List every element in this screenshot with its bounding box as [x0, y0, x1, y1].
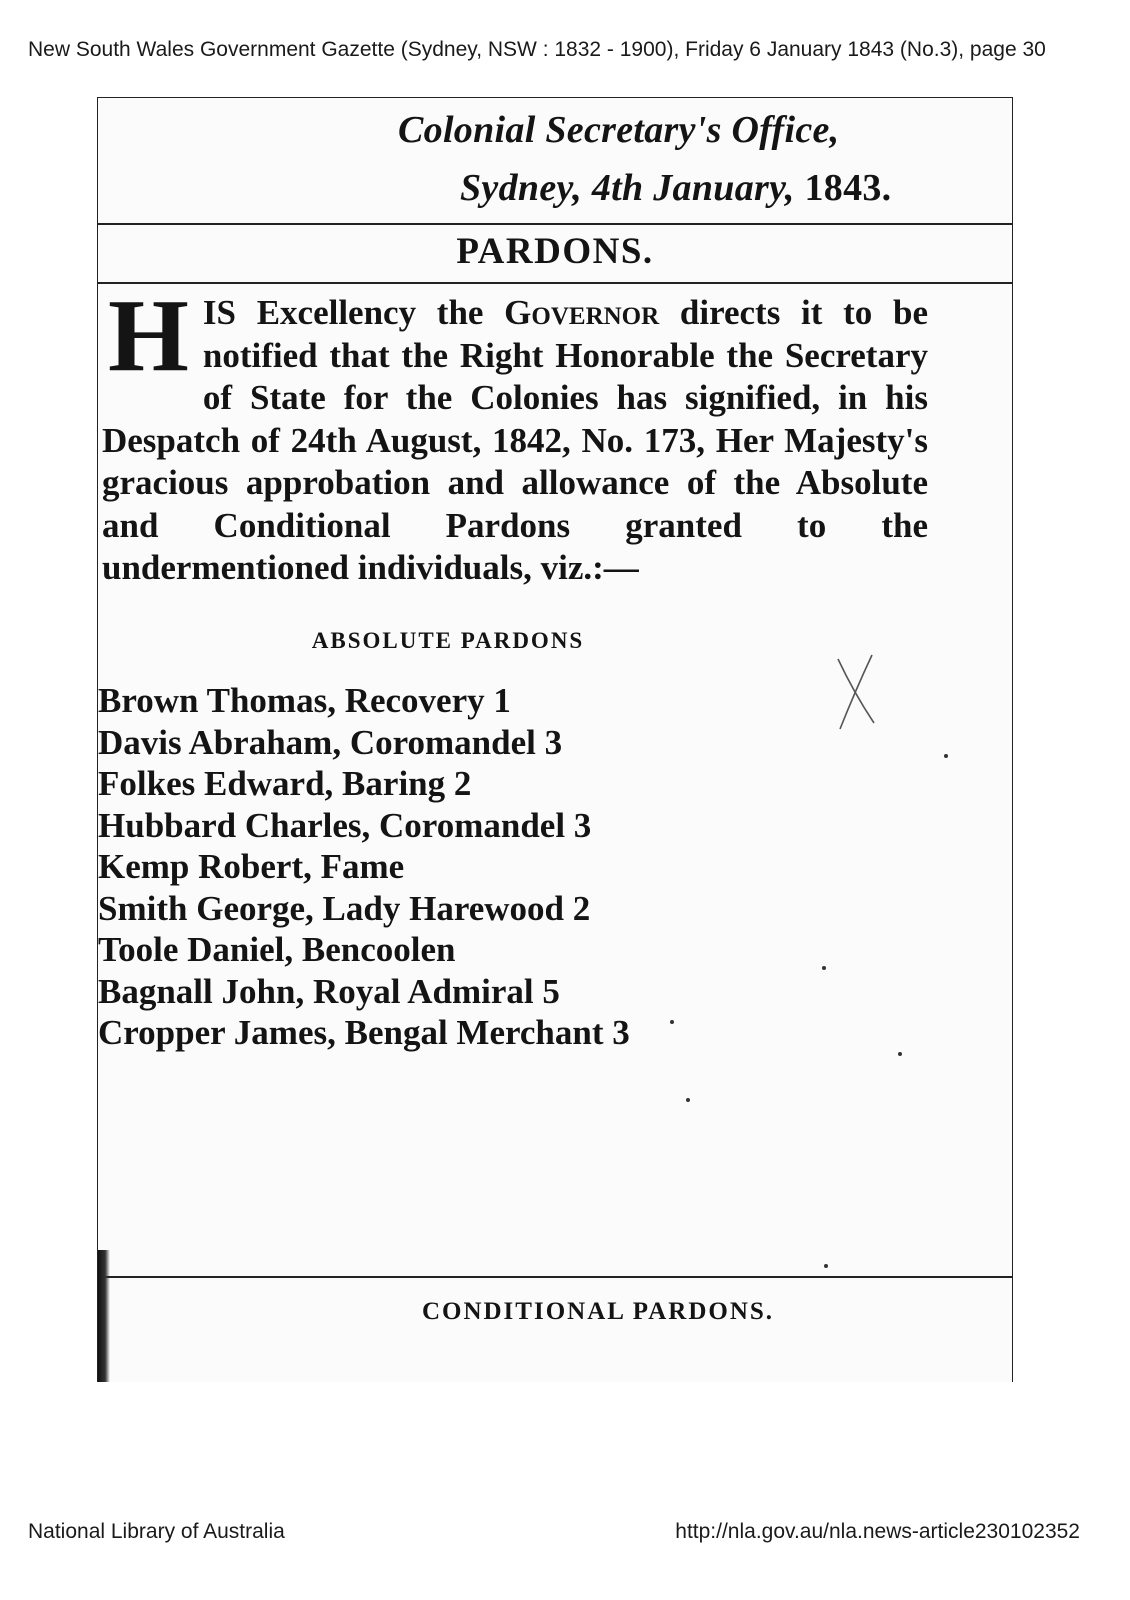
office-date — [460, 166, 891, 210]
absolute-pardons-list — [98, 680, 630, 1054]
list-item: Hubbard Charles, Coromandel 3 — [98, 805, 592, 845]
print-speck — [824, 1264, 828, 1268]
citation-header: New South Wales Government Gazette (Sydney, NSW : 1832 - 1900), Friday 6 January 1843 (No.3), page 30 — [28, 38, 1046, 61]
print-speck — [822, 966, 826, 970]
list-item: Smith George, Lady Harewood 2 — [98, 888, 591, 928]
conditional-pardons-heading: CONDITIONAL PARDONS. — [421, 1298, 775, 1325]
notice-text-rest: directs it to be notified that the Right Honorable the Secretary of State for the Colonies has signified, in his Despatch of 24th August, 1842, No. 173, Her Majesty's gracious approbation and allowance of the Absolute and Conditional Pardons granted to the undermentioned individuals, viz.:— — [102, 293, 928, 587]
list-item: Kemp Robert, Fame — [98, 847, 405, 886]
list-item: Brown Thomas, Recovery 1 — [98, 681, 511, 720]
list-item: Bagnall John, Royal Admiral 5 — [98, 971, 560, 1011]
print-speck — [898, 1052, 902, 1056]
print-speck — [686, 1098, 690, 1102]
office-title: Colonial Secretary's Office, — [398, 109, 840, 151]
footer-source: National Library of Australia — [28, 1520, 285, 1543]
office-date-text: Sydney, 4th January, — [460, 167, 795, 209]
divider-rule — [98, 282, 1012, 284]
notice-governor: Governor — [504, 293, 660, 332]
notice-text-start: IS Excellency the — [202, 293, 505, 332]
list-item: Folkes Edward, Baring 2 — [98, 764, 472, 803]
absolute-pardons-heading: ABSOLUTE PARDONS — [311, 628, 585, 653]
section-heading: PARDONS. — [456, 231, 654, 272]
list-item: Toole Daniel, Bencoolen — [98, 930, 456, 969]
list-item: Cropper James, Bengal Merchant 3 — [98, 1013, 630, 1052]
footer-url[interactable]: http://nla.gov.au/nla.news-article230102352 — [675, 1520, 1080, 1543]
print-speck — [670, 1020, 674, 1024]
drop-cap: H — [108, 278, 189, 393]
notice-paragraph — [102, 278, 928, 590]
office-year: 1843. — [804, 167, 892, 209]
divider-rule — [98, 1276, 1012, 1278]
print-speck — [944, 754, 948, 758]
scan-edge-shadow — [98, 1250, 110, 1382]
pencil-cross-mark — [834, 653, 878, 733]
gazette-clipping — [97, 97, 1013, 1382]
divider-rule — [98, 223, 1012, 225]
list-item: Davis Abraham, Coromandel 3 — [98, 722, 563, 762]
